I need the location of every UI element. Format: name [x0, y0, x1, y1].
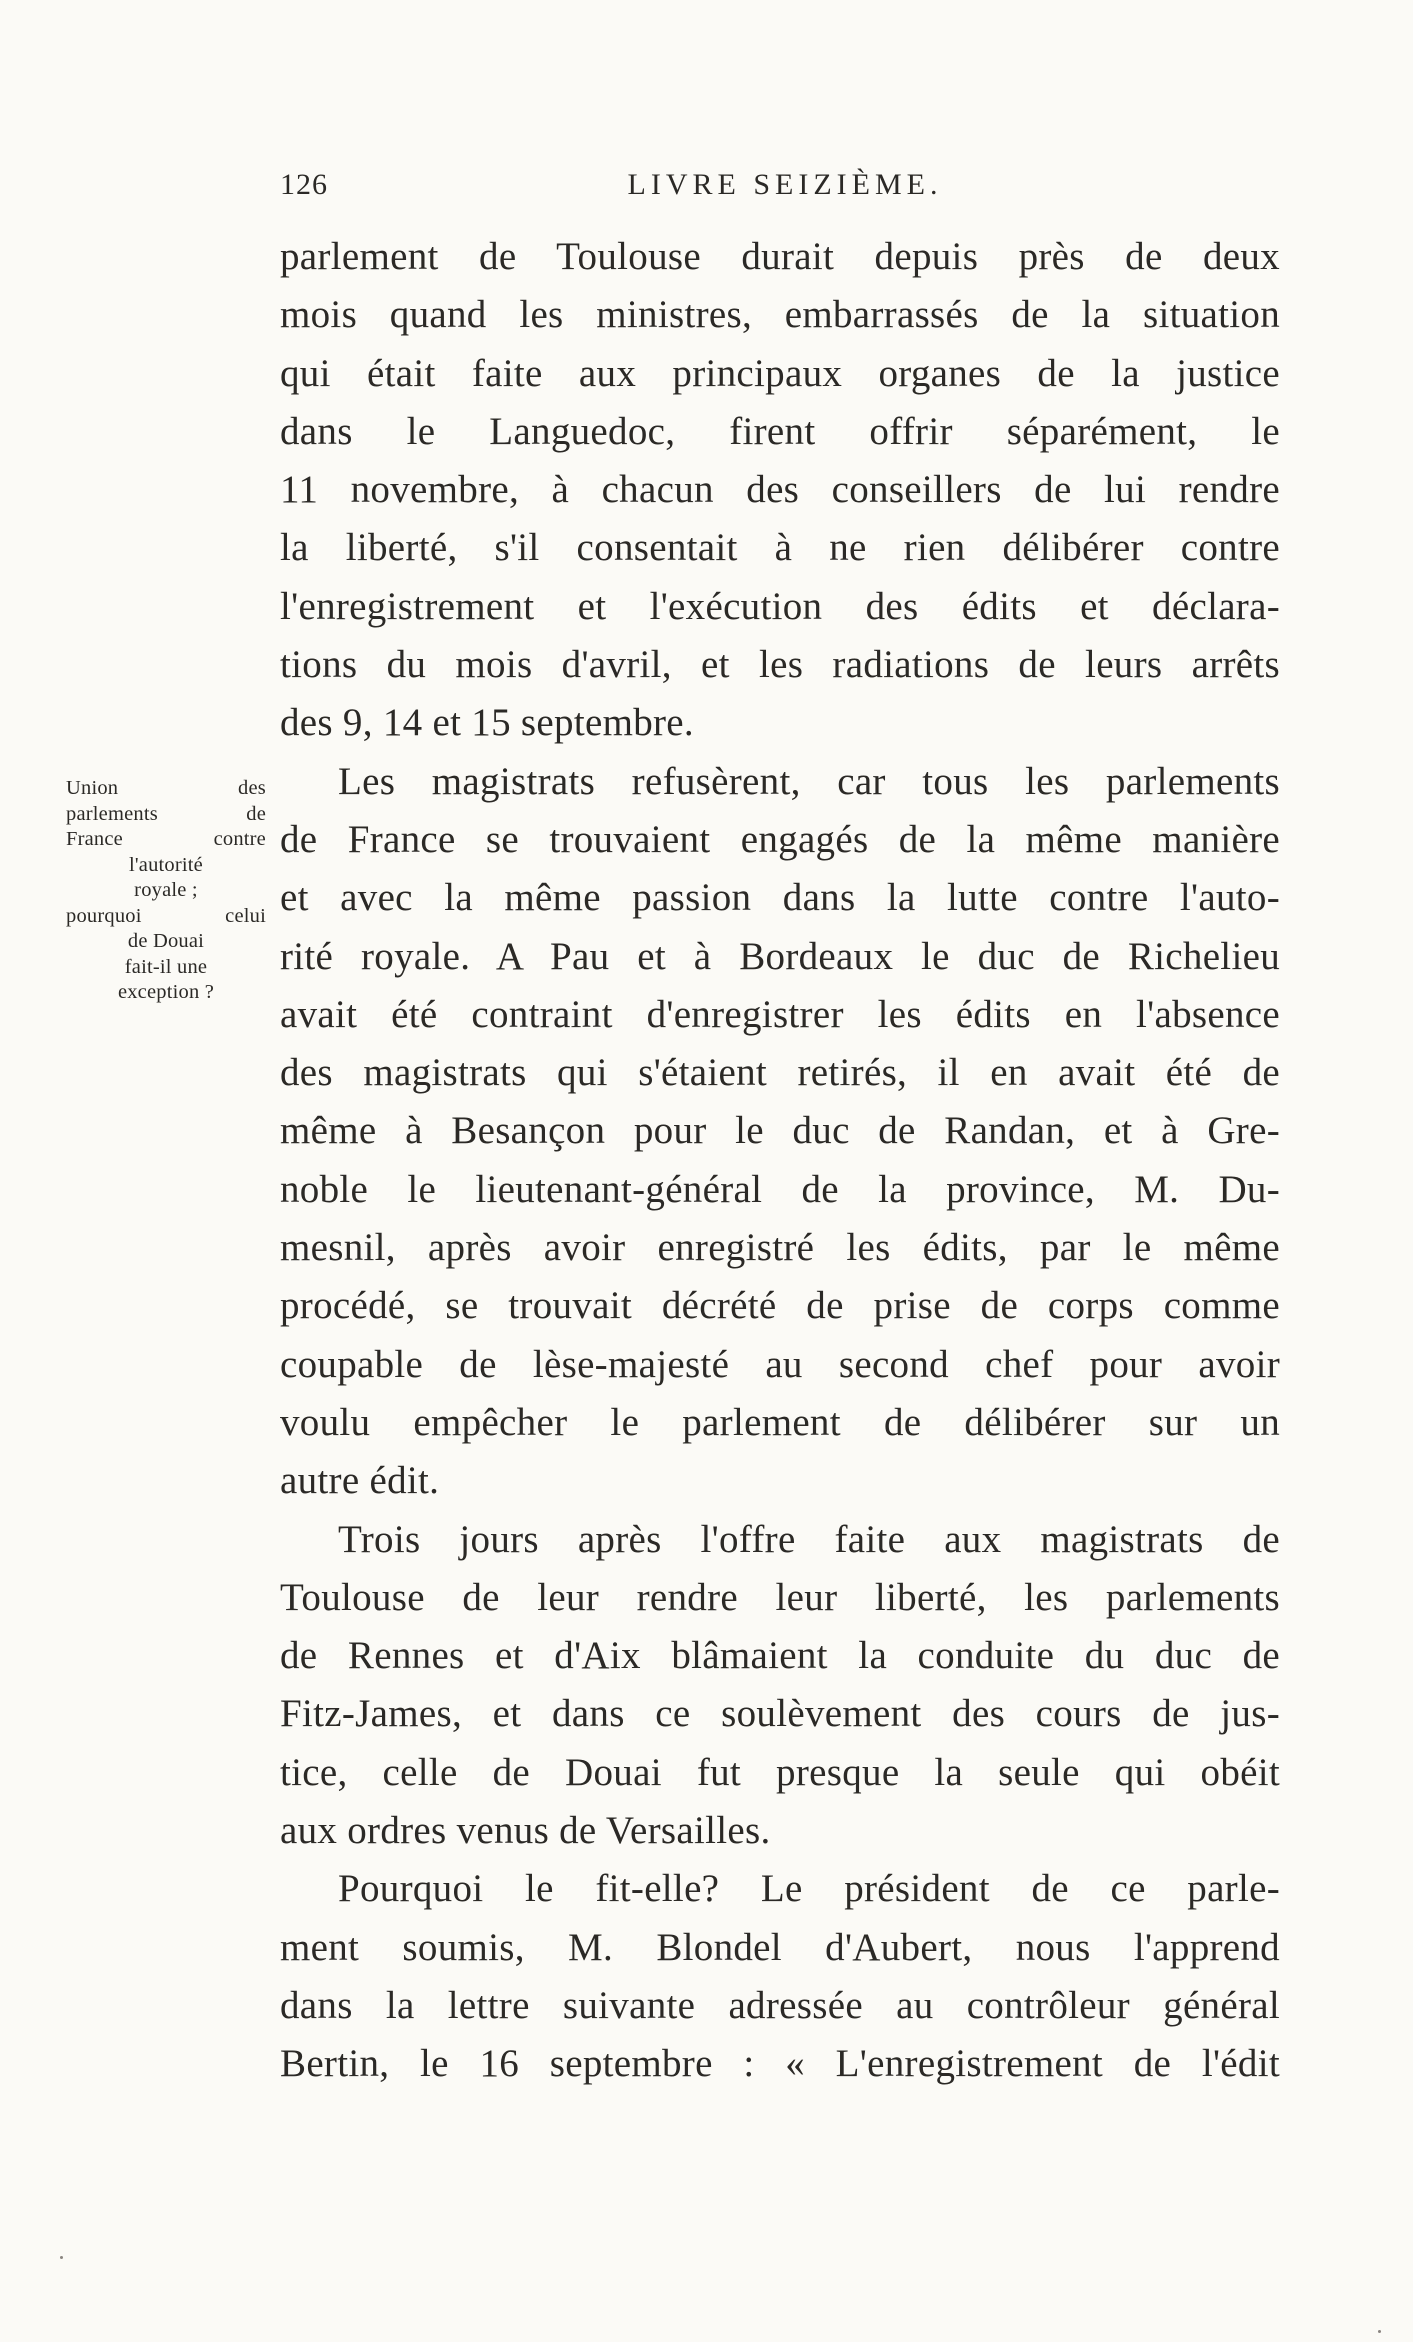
text-line: Trois jours après l'offre faite aux magistrats de	[338, 1517, 1280, 1561]
text-line: tice, celle de Douai fut presque la seule qui obéit	[280, 1750, 1280, 1794]
text-line: Bertin, le 16 septembre : « L'enregistrement de l'édit	[280, 2042, 1280, 2086]
text-line: tions du mois d'avril, et les radiations de leurs arrêts	[280, 643, 1280, 687]
text-line: mesnil, après avoir enregistré les édits, par le même	[280, 1226, 1280, 1270]
text-line: noble le lieutenant-général de la province, M. Du-	[280, 1167, 1280, 1211]
text-line: Les magistrats refusèrent, car tous les parlements	[338, 759, 1280, 803]
margin-note-line: exception ?	[117, 981, 215, 1003]
text-line: l'enregistrement et l'exécution des édits et déclara-	[280, 584, 1280, 628]
margin-note-line: l'autorité	[128, 853, 203, 876]
text-line: procédé, se trouvait décrété de prise de corps comme	[280, 1284, 1280, 1328]
text-line: même à Besançon pour le duc de Randan, et à Gre-	[280, 1109, 1280, 1153]
text-line: autre édit.	[280, 1459, 440, 1503]
text-line: 11 novembre, à chacun des conseillers de lui rendre	[280, 468, 1280, 512]
margin-note-line: de Douai	[127, 930, 205, 952]
text-line: avait été contraint d'enregistrer les édits en l'absence	[280, 992, 1280, 1036]
paper-speck	[1378, 2330, 1381, 2333]
text-line: voulu empêcher le parlement de délibérer sur un	[280, 1400, 1280, 1444]
margin-note-line: fait-il une	[124, 955, 208, 978]
text-line: Pourquoi le fit-elle? Le président de ce parle-	[338, 1867, 1280, 1911]
text-line: aux ordres venus de Versailles.	[280, 1809, 771, 1853]
text-line: rité royale. A Pau et à Bordeaux le duc de Richelieu	[280, 934, 1280, 978]
paper-speck	[60, 2256, 63, 2259]
margin-note-line: Union des	[66, 777, 266, 799]
running-title: LIVRE SEIZIÈME.	[627, 168, 943, 201]
text-line: ment soumis, M. Blondel d'Aubert, nous l'apprend	[280, 1925, 1280, 1969]
text-line: mois quand les ministres, embarrassés de la situation	[280, 293, 1280, 337]
text-line: des 9, 14 et 15 septembre.	[280, 701, 694, 745]
margin-note	[66, 776, 266, 1006]
text-line: de France se trouvaient engagés de la même manière	[280, 817, 1280, 861]
margin-note-line: royale ;	[134, 879, 198, 901]
text-line: des magistrats qui s'étaient retirés, il en avait été de	[280, 1051, 1280, 1095]
text-line: dans le Languedoc, firent offrir séparément, le	[280, 409, 1280, 453]
text-line: dans la lettre suivante adressée au contrôleur général	[280, 1983, 1280, 2027]
text-line: et avec la même passion dans la lutte contre l'auto-	[280, 876, 1280, 920]
text-line: de Rennes et d'Aix blâmaient la conduite du duc de	[280, 1634, 1280, 1678]
page-number: 126	[280, 168, 328, 201]
text-line: Fitz-James, et dans ce soulèvement des cours de jus-	[280, 1692, 1280, 1736]
margin-note-line: France contre	[66, 828, 266, 850]
text-line: parlement de Toulouse durait depuis près de deux	[280, 235, 1280, 278]
text-line: Toulouse de leur rendre leur liberté, les parlements	[280, 1575, 1280, 1619]
text-line: qui était faite aux principaux organes de la justice	[280, 351, 1280, 395]
body-text	[280, 228, 1280, 2094]
margin-note-line: parlements de	[66, 802, 266, 825]
margin-note-line: pourquoi celui	[66, 904, 266, 927]
text-line: la liberté, s'il consentait à ne rien délibérer contre	[280, 526, 1280, 570]
running-head	[280, 168, 1290, 208]
text-line: coupable de lèse-majesté au second chef pour avoir	[280, 1342, 1280, 1386]
